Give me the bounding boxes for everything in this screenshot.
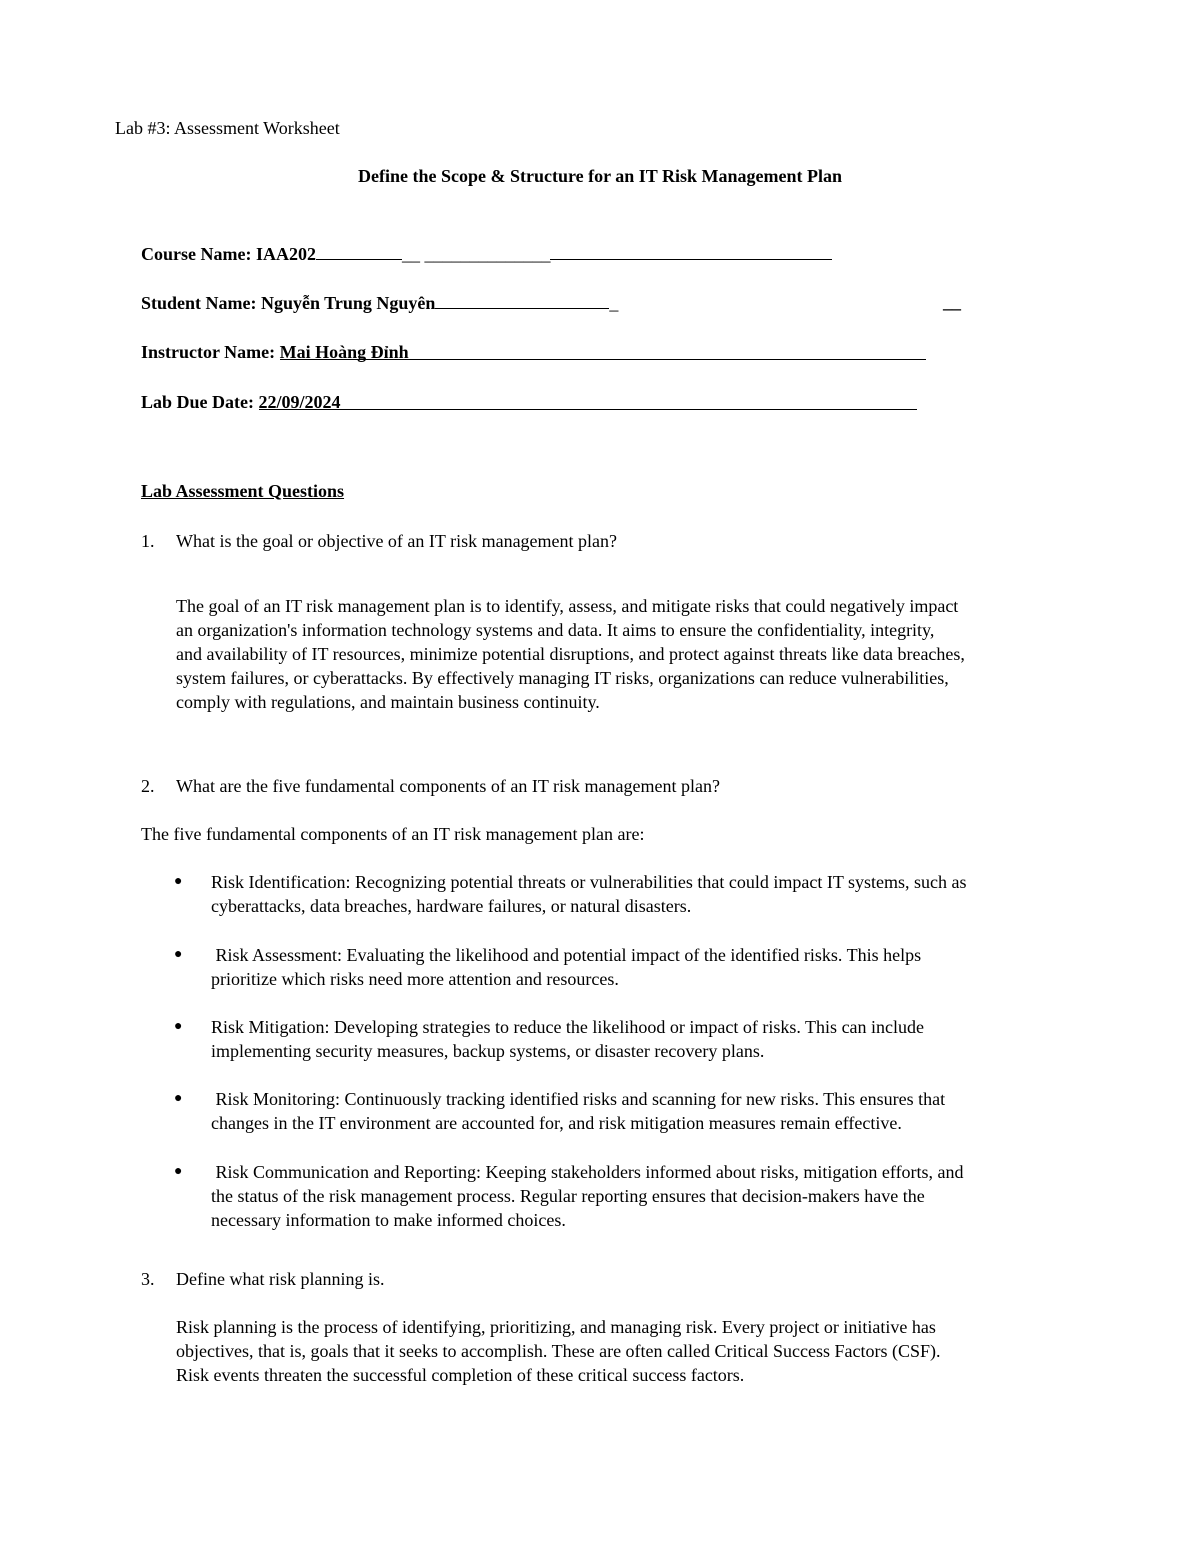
bullet-icon: ● — [174, 1091, 183, 1106]
instructor-name-field — [141, 340, 926, 364]
student-name-field — [141, 290, 618, 315]
q2-bullet-line: changes in the IT environment are accounted for, and risk mitigation measures remain effective. — [211, 1113, 902, 1133]
q2-bullet-line: implementing security measures, backup systems, or disaster recovery plans. — [211, 1041, 765, 1061]
q2-bullet-line: Risk Assessment: Evaluating the likelihood and potential impact of the identified risks. This helps — [211, 945, 922, 965]
q3-number: 3. — [141, 1269, 155, 1289]
lab-label: Lab #3: Assessment Worksheet — [115, 118, 340, 138]
q1-answer-line: comply with regulations, and maintain business continuity. — [176, 692, 600, 712]
q1-answer-line: an organization's information technology systems and data. It aims to ensure the confidentiality, integrity, — [176, 620, 935, 640]
q3-answer-line: Risk planning is the process of identifying, prioritizing, and managing risk. Every project or initiative has — [176, 1317, 936, 1337]
student-name-blank — [435, 290, 609, 309]
q1-question: What is the goal or objective of an IT risk management plan? — [176, 531, 618, 551]
q2-bullet-item — [211, 943, 921, 991]
q1-answer-line: The goal of an IT risk management plan is to identify, assess, and mitigate risks that could negatively impact — [176, 596, 959, 616]
q1-answer-line: and availability of IT resources, minimize potential disruptions, and protect against threats like data breaches, — [176, 644, 965, 664]
bullet-icon: ● — [174, 947, 183, 962]
instructor-name-label: Instructor Name: — [141, 342, 280, 362]
bullet-icon: ● — [174, 874, 183, 889]
course-name-blank-1 — [316, 241, 402, 260]
q2-bullet-item — [211, 1015, 924, 1063]
q2-bullet-item — [211, 870, 967, 918]
student-name-end: __ — [943, 292, 961, 312]
course-name-label: Course Name: IAA202 — [141, 244, 316, 264]
bullet-icon: ● — [174, 1164, 183, 1179]
q3-answer-line: Risk events threaten the successful completion of these critical success factors. — [176, 1365, 745, 1385]
q2-intro: The five fundamental components of an IT risk management plan are: — [141, 824, 645, 844]
q2-bullet-line: prioritize which risks need more attention and resources. — [211, 969, 619, 989]
q2-bullet-line: necessary information to make informed choices. — [211, 1210, 566, 1230]
student-name-label: Student Name: Nguyễn Trung Nguyên — [141, 293, 436, 313]
q1-number: 1. — [141, 531, 155, 551]
q2-bullet-line: Risk Identification: Recognizing potential threats or vulnerabilities that could impact IT systems, such as — [211, 872, 967, 892]
bullet-icon: ● — [174, 1019, 183, 1034]
course-name-trail: __ ______________ — [401, 244, 551, 264]
q3-answer — [176, 1315, 940, 1387]
q2-bullet-line: Risk Monitoring: Continuously tracking identified risks and scanning for new risks. This ensures that — [211, 1089, 946, 1109]
student-name-trail: _ — [609, 293, 619, 313]
questions-heading: Lab Assessment Questions — [141, 481, 345, 501]
q3-question: Define what risk planning is. — [176, 1269, 385, 1289]
q2-bullet-line: cyberattacks, data breaches, hardware failures, or natural disasters. — [211, 896, 692, 916]
course-name-blank-2 — [550, 241, 832, 260]
q3-answer-line: objectives, that is, goals that it seeks to accomplish. These are often called Critical Success Factors (CSF). — [176, 1341, 941, 1361]
q2-bullet-item — [211, 1160, 964, 1232]
q1-answer-line: system failures, or cyberattacks. By effectively managing IT risks, organizations can reduce vulnerabilities, — [176, 668, 949, 688]
q2-bullet-item — [211, 1087, 945, 1135]
q2-number: 2. — [141, 776, 155, 796]
due-date-field — [141, 390, 917, 414]
q2-question: What are the five fundamental components of an IT risk management plan? — [176, 776, 720, 796]
instructor-name-value: Mai Hoàng Đỉnh — [280, 340, 926, 360]
q2-bullet-line: the status of the risk management process. Regular reporting ensures that decision-makers have the — [211, 1186, 925, 1206]
q2-bullet-line: Risk Mitigation: Developing strategies to reduce the likelihood or impact of risks. This can include — [211, 1017, 925, 1037]
due-date-value: 22/09/2024 — [259, 390, 917, 410]
q1-answer — [176, 594, 965, 714]
course-name-field — [141, 241, 832, 266]
document-title: Define the Scope & Structure for an IT Risk Management Plan — [358, 166, 842, 186]
due-date-label: Lab Due Date: — [141, 392, 259, 412]
q2-bullet-line: Risk Communication and Reporting: Keeping stakeholders informed about risks, mitigation efforts, and — [211, 1162, 964, 1182]
